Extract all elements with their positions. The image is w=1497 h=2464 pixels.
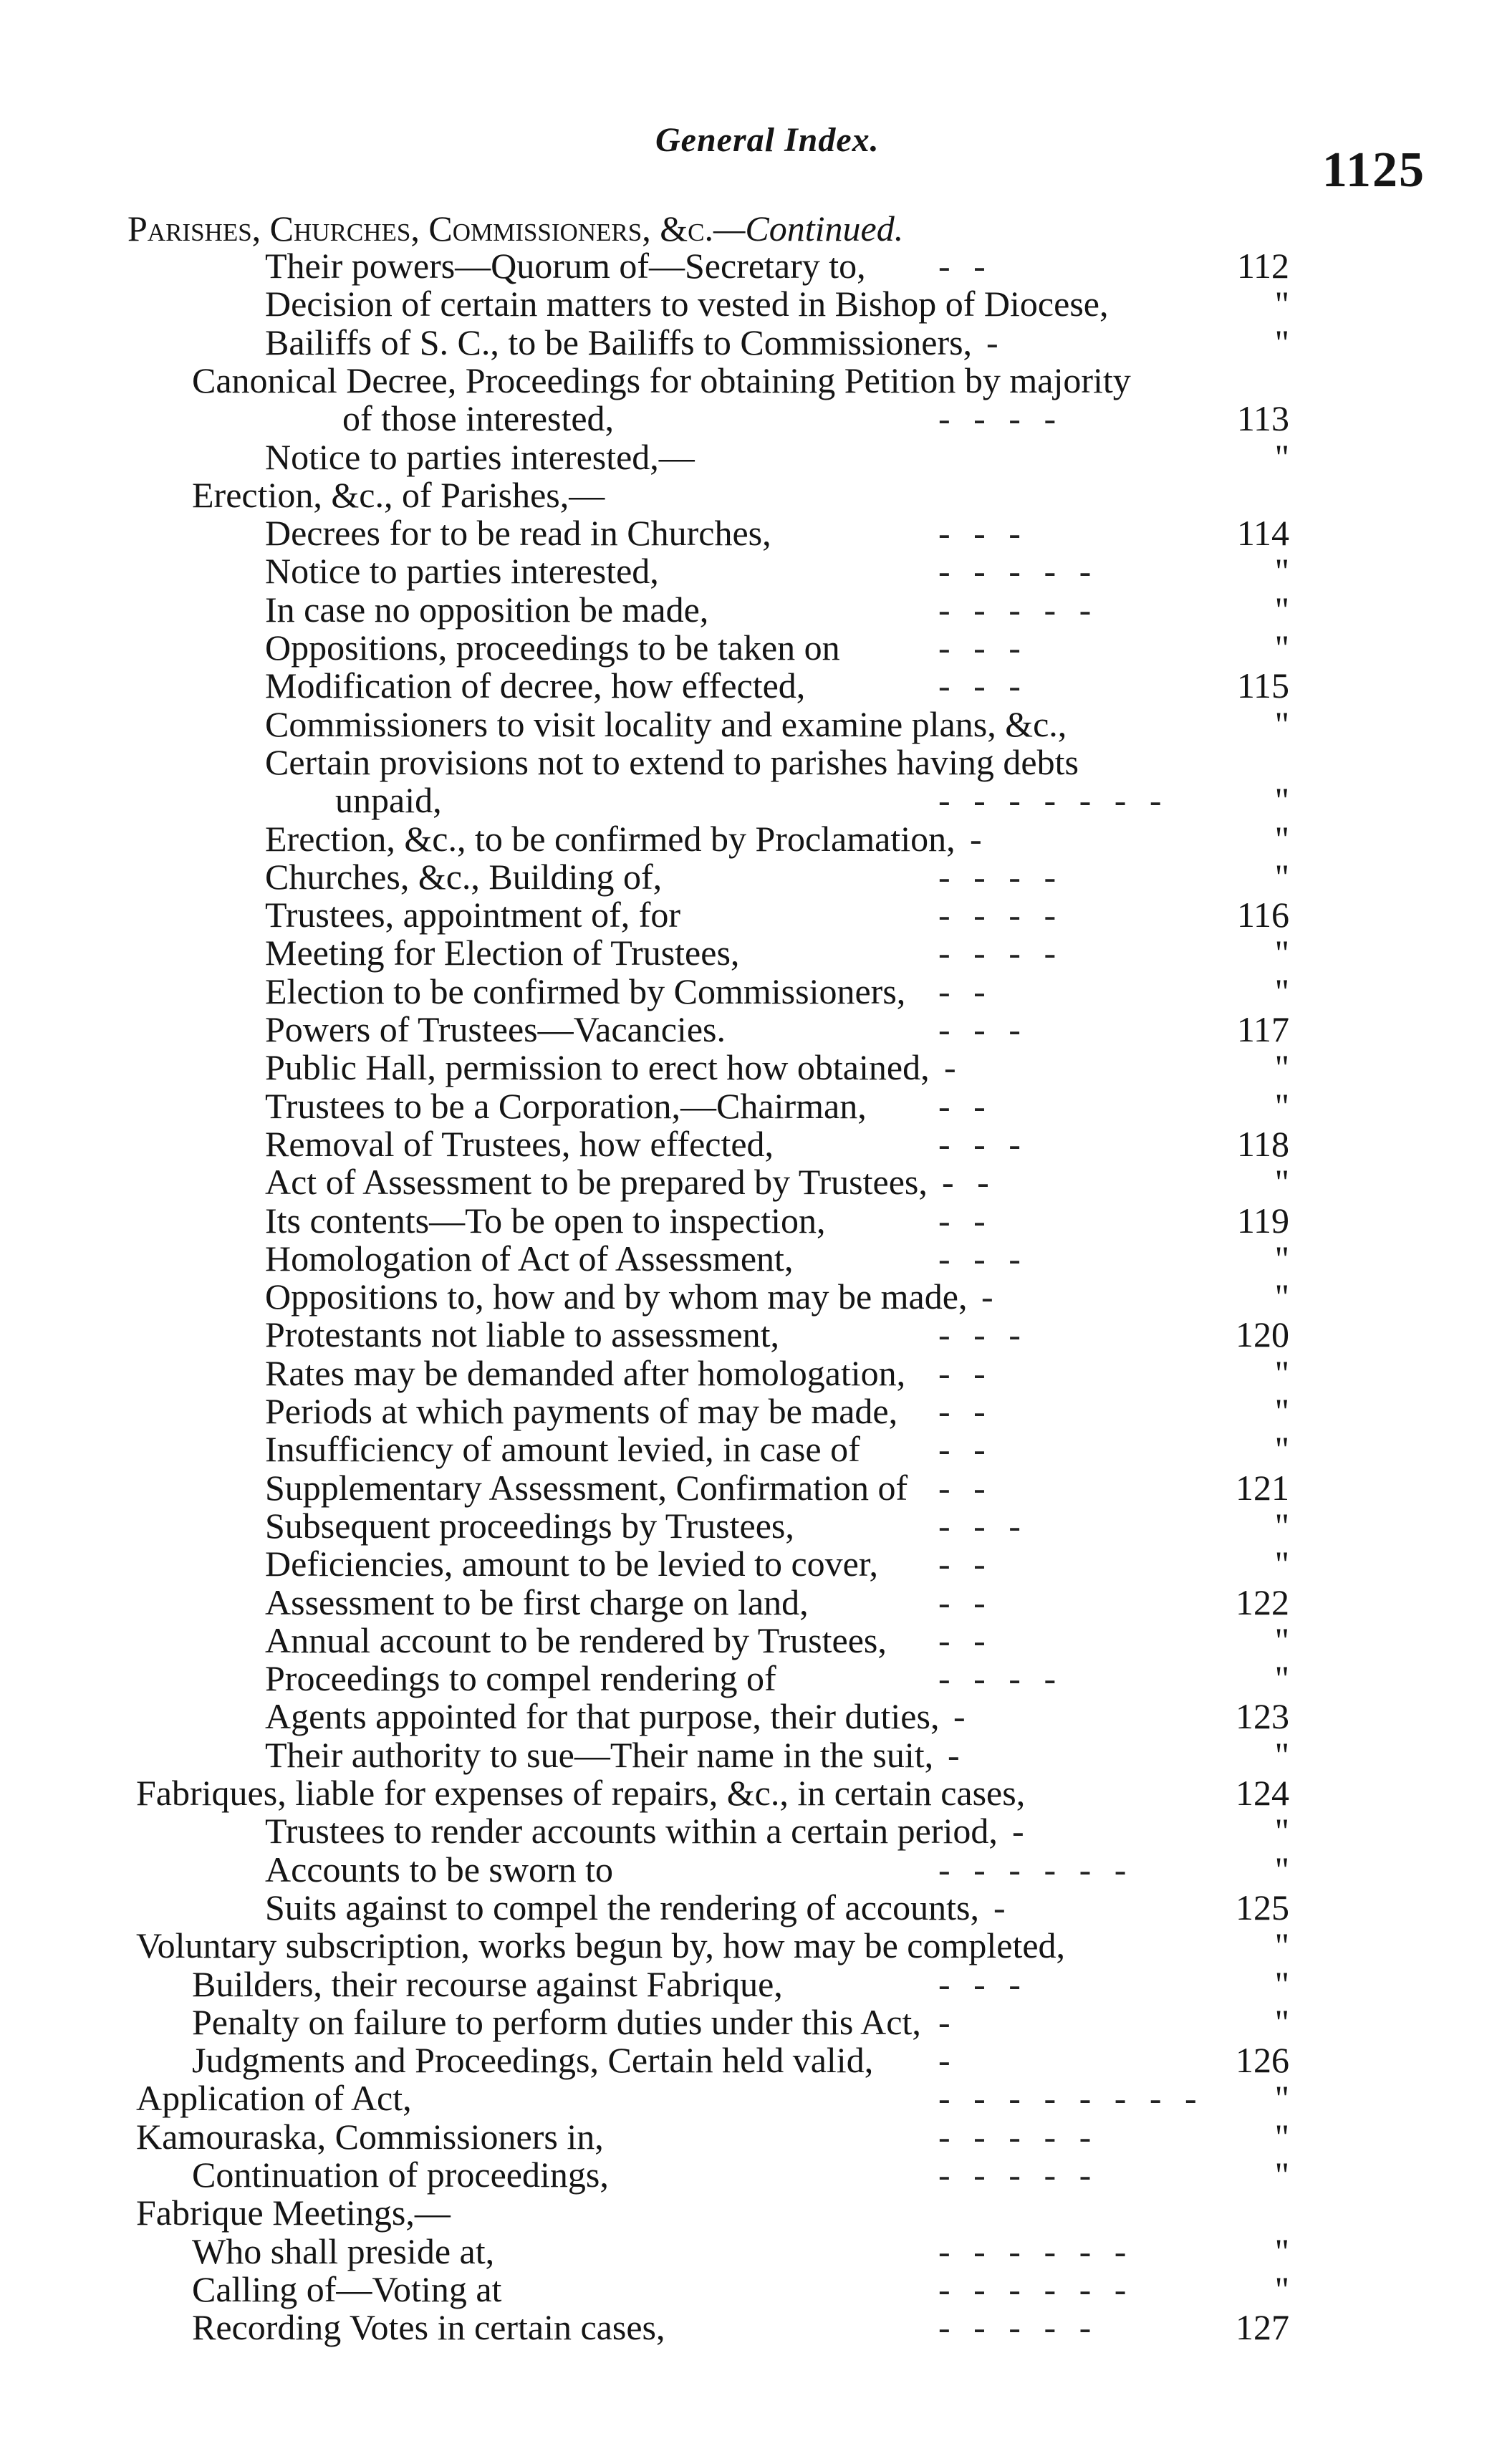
entry-page-reference: "	[1274, 1238, 1289, 1279]
index-entry	[0, 398, 1497, 438]
entry-page-reference: 124	[1236, 1773, 1289, 1813]
entry-leader-dashes: - - - -	[938, 933, 1064, 973]
entry-page-reference: "	[1274, 2269, 1289, 2309]
entry-leader-dashes: - - - -	[938, 895, 1064, 935]
entry-leader-dashes: - - -	[938, 1009, 1028, 1049]
entry-page-reference: "	[1274, 1429, 1289, 1469]
index-entry	[0, 513, 1497, 553]
entry-leader-dashes: - - -	[938, 1238, 1028, 1279]
entry-page-reference: 120	[1236, 1314, 1289, 1354]
entry-leader-dashes: -	[986, 322, 1006, 362]
index-entry	[0, 2078, 1497, 2118]
entry-page-reference: 113	[1236, 398, 1289, 438]
entry-page-reference: "	[1274, 1506, 1289, 1546]
index-entry	[0, 322, 1497, 362]
entry-text: Removal of Trustees, how effected,	[265, 1124, 774, 1164]
entry-text: Decrees for to be read in Churches,	[265, 513, 771, 553]
entry-text: Trustees to be a Corporation,—Chairman,	[265, 1086, 867, 1126]
index-entry	[0, 475, 1497, 515]
entry-leader-dashes: -	[953, 1696, 973, 1736]
entry-page-reference: 122	[1236, 1582, 1289, 1622]
index-entry	[0, 1200, 1497, 1241]
entry-text: Their authority to sue—Their name in the suit,	[265, 1735, 934, 1775]
entry-page-reference: 125	[1236, 1887, 1289, 1928]
index-entry	[0, 1887, 1497, 1928]
entry-page-reference: "	[1274, 780, 1289, 820]
index-entry	[0, 1047, 1497, 1087]
entry-page-reference: "	[1274, 1544, 1289, 1584]
entry-text: Protestants not liable to assessment,	[265, 1314, 779, 1354]
entry-page-reference: "	[1274, 2117, 1289, 2157]
index-entry	[0, 2269, 1497, 2309]
entry-leader-dashes: - - -	[938, 1124, 1028, 1164]
index-entry	[0, 1314, 1497, 1354]
index-entry	[0, 1391, 1497, 1431]
entry-page-reference: "	[1274, 284, 1289, 324]
entry-page-reference: 116	[1236, 895, 1289, 935]
entry-leader-dashes: - - -	[938, 1506, 1028, 1546]
entry-text: Annual account to be rendered by Trustees,	[265, 1620, 887, 1660]
entry-leader-dashes: -	[981, 1276, 1001, 1317]
entry-page-reference: "	[1274, 1849, 1289, 1890]
entry-text: Proceedings to compel rendering of	[265, 1658, 776, 1698]
entry-text: Homologation of Act of Assessment,	[265, 1238, 794, 1279]
entry-page-reference: "	[1274, 2231, 1289, 2271]
entry-page-reference: 115	[1236, 665, 1289, 706]
entry-leader-dashes: -	[1012, 1811, 1031, 1851]
entry-text: Kamouraska, Commissioners in,	[136, 2117, 604, 2157]
index-entry	[0, 437, 1497, 477]
entry-text: In case no opposition be made,	[265, 589, 709, 630]
entry-page-reference: 117	[1236, 1009, 1289, 1049]
entry-text: Continuation of proceedings,	[192, 2155, 609, 2195]
entry-leader-dashes: - - - -	[938, 1658, 1064, 1698]
index-entry	[0, 284, 1497, 324]
entry-leader-dashes: - -	[938, 1200, 993, 1241]
entry-leader-dashes: - -	[938, 1429, 993, 1469]
entry-page-reference: "	[1274, 933, 1289, 973]
entry-leader-dashes: - - - -	[938, 857, 1064, 897]
entry-leader-dashes: - -	[938, 1620, 993, 1660]
entry-leader-dashes: - - -	[938, 1314, 1028, 1354]
section-heading	[127, 208, 903, 249]
entry-text: Certain provisions not to extend to parishes having debts	[265, 742, 1079, 782]
entry-leader-dashes: - -	[942, 1162, 996, 1202]
entry-text: Calling of—Voting at	[192, 2269, 502, 2309]
index-entry	[0, 1506, 1497, 1546]
entry-text: Trustees to render accounts within a certain period,	[265, 1811, 998, 1851]
entry-text: Public Hall, permission to erect how obtained,	[265, 1047, 930, 1087]
index-entry	[0, 2231, 1497, 2271]
entry-page-reference: "	[1274, 1086, 1289, 1126]
entry-leader-dashes: -	[944, 1047, 963, 1087]
entry-text: Accounts to be sworn to	[265, 1849, 614, 1890]
entry-text: Act of Assessment to be prepared by Trustees,	[265, 1162, 928, 1202]
entry-text: Commissioners to visit locality and examine plans, &c.,	[265, 704, 1067, 744]
index-entry	[0, 933, 1497, 973]
index-entry	[0, 1086, 1497, 1126]
entry-text: Assessment to be first charge on land,	[265, 1582, 809, 1622]
entry-text: Churches, &c., Building of,	[265, 857, 663, 897]
index-entry	[0, 665, 1497, 706]
entry-leader-dashes: - - - - - - -	[938, 780, 1169, 820]
entry-text: Oppositions, proceedings to be taken on	[265, 627, 840, 668]
index-entry	[0, 742, 1497, 782]
index-entry	[0, 1811, 1497, 1851]
index-entry	[0, 1353, 1497, 1393]
entry-text: Meeting for Election of Trustees,	[265, 933, 740, 973]
entry-text: Subsequent proceedings by Trustees,	[265, 1506, 794, 1546]
entry-text: Trustees, appointment of, for	[265, 895, 681, 935]
entry-page-reference: "	[1274, 589, 1289, 630]
entry-page-reference: 126	[1236, 2040, 1289, 2080]
index-entry	[0, 857, 1497, 897]
index-entry	[0, 360, 1497, 400]
entry-text: Its contents—To be open to inspection,	[265, 1200, 826, 1241]
entry-leader-dashes: - - - - -	[938, 589, 1099, 630]
index-entry	[0, 780, 1497, 820]
index-entry	[0, 246, 1497, 286]
entry-text: Fabrique Meetings,—	[136, 2193, 451, 2233]
entry-page-reference: "	[1274, 819, 1289, 859]
index-entry	[0, 1658, 1497, 1698]
entry-page-reference: "	[1274, 2002, 1289, 2042]
entry-leader-dashes: - - - - -	[938, 2307, 1099, 2347]
section-continued-label: —Continued.	[713, 208, 904, 249]
entry-page-reference: 119	[1236, 1200, 1289, 1241]
entry-leader-dashes: - - - - -	[938, 2155, 1099, 2195]
entry-page-reference: 112	[1236, 246, 1289, 286]
entry-leader-dashes: - -	[938, 1582, 993, 1622]
entry-text: Decision of certain matters to vested in Bishop of Diocese,	[265, 284, 1109, 324]
entry-leader-dashes: - - -	[938, 665, 1028, 706]
entry-text: Notice to parties interested,	[265, 551, 659, 591]
entry-leader-dashes: -	[938, 2002, 958, 2042]
entry-text: Application of Act,	[136, 2078, 412, 2118]
index-entry	[0, 819, 1497, 859]
entry-text: Election to be confirmed by Commissioners,	[265, 971, 906, 1011]
index-entry	[0, 551, 1497, 591]
index-entry	[0, 1124, 1497, 1164]
index-entry	[0, 1162, 1497, 1202]
section-title: Parishes, Churches, Commissioners, &c.	[127, 208, 713, 249]
entry-leader-dashes: - - - - - -	[938, 2269, 1134, 2309]
entry-leader-dashes: - -	[938, 1086, 993, 1126]
entry-text: Fabriques, liable for expenses of repairs, &c., in certain cases,	[136, 1773, 1026, 1813]
entry-text: Rates may be demanded after homologation,	[265, 1353, 906, 1393]
entry-leader-dashes: - - - - -	[938, 2117, 1099, 2157]
entry-leader-dashes: -	[948, 1735, 967, 1775]
index-entry	[0, 1429, 1497, 1469]
running-head: General Index.	[655, 121, 880, 159]
index-entry	[0, 1620, 1497, 1660]
entry-page-reference: "	[1274, 1047, 1289, 1087]
index-entry	[0, 971, 1497, 1011]
entry-page-reference: "	[1274, 2078, 1289, 2118]
index-entry	[0, 1925, 1497, 1965]
index-entry	[0, 2040, 1497, 2080]
entry-text: Insufficiency of amount levied, in case of	[265, 1429, 860, 1469]
entry-leader-dashes: - - -	[938, 1964, 1028, 2004]
entry-text: Bailiffs of S. C., to be Bailiffs to Commissioners,	[265, 322, 973, 362]
index-entry	[0, 1238, 1497, 1279]
entry-text: Builders, their recourse against Fabrique,	[192, 1964, 783, 2004]
index-entry	[0, 1544, 1497, 1584]
entry-text: Modification of decree, how effected,	[265, 665, 806, 706]
entry-page-reference: "	[1274, 437, 1289, 477]
entry-leader-dashes: -	[993, 1887, 1013, 1928]
entry-page-reference: 121	[1236, 1468, 1289, 1508]
entry-text: Notice to parties interested,—	[265, 437, 695, 477]
index-entry	[0, 1468, 1497, 1508]
entry-text: Canonical Decree, Proceedings for obtaining Petition by majority	[192, 360, 1131, 400]
entry-page-reference: "	[1274, 1162, 1289, 1202]
index-entry	[0, 2117, 1497, 2157]
entry-leader-dashes: - -	[938, 1468, 993, 1508]
entry-page-reference: 114	[1236, 513, 1289, 553]
entry-page-reference: 127	[1236, 2307, 1289, 2347]
entry-leader-dashes: - - -	[938, 627, 1028, 668]
entry-page-reference: "	[1274, 1811, 1289, 1851]
entry-page-reference: "	[1274, 1276, 1289, 1317]
entry-leader-dashes: - -	[938, 971, 993, 1011]
index-entry	[0, 1276, 1497, 1317]
entry-text: Voluntary subscription, works begun by, how may be completed,	[136, 1925, 1066, 1965]
entry-leader-dashes: -	[938, 2040, 958, 2080]
entry-page-reference: "	[1274, 322, 1289, 362]
entry-text: Suits against to compel the rendering of accounts,	[265, 1887, 979, 1928]
entry-page-reference: "	[1274, 1353, 1289, 1393]
index-entry	[0, 2155, 1497, 2195]
entry-page-reference: 118	[1236, 1124, 1289, 1164]
entry-page-reference: 123	[1236, 1696, 1289, 1736]
entry-text: Oppositions to, how and by whom may be made,	[265, 1276, 968, 1317]
index-entry	[0, 1009, 1497, 1049]
entry-page-reference: "	[1274, 627, 1289, 668]
entry-leader-dashes: - - - - - -	[938, 2231, 1134, 2271]
index-entry	[0, 704, 1497, 744]
entry-text: Judgments and Proceedings, Certain held valid,	[192, 2040, 874, 2080]
entry-page-reference: "	[1274, 1735, 1289, 1775]
entry-leader-dashes: - - - -	[938, 398, 1064, 438]
entry-leader-dashes: - -	[938, 1544, 993, 1584]
entry-text: Powers of Trustees—Vacancies.	[265, 1009, 726, 1049]
index-entry	[0, 1773, 1497, 1813]
entry-leader-dashes: - - - - - - - -	[938, 2078, 1204, 2118]
entry-leader-dashes: - -	[938, 1353, 993, 1393]
entry-leader-dashes: -	[970, 819, 989, 859]
index-entry	[0, 895, 1497, 935]
entry-text: of those interested,	[342, 398, 615, 438]
entry-page-reference: "	[1274, 1925, 1289, 1965]
entry-text: Agents appointed for that purpose, their duties,	[265, 1696, 940, 1736]
entry-leader-dashes: - -	[938, 246, 993, 286]
entry-page-reference: "	[1274, 1964, 1289, 2004]
entry-leader-dashes: - - - - -	[938, 551, 1099, 591]
entry-text: Recording Votes in certain cases,	[192, 2307, 665, 2347]
index-entry	[0, 627, 1497, 668]
index-entry	[0, 2307, 1497, 2347]
entry-text: Erection, &c., to be confirmed by Proclamation,	[265, 819, 956, 859]
entry-page-reference: "	[1274, 971, 1289, 1011]
index-entry	[0, 2002, 1497, 2042]
entry-text: Periods at which payments of may be made,	[265, 1391, 898, 1431]
index-entry	[0, 1696, 1497, 1736]
entry-text: Who shall preside at,	[192, 2231, 495, 2271]
index-entry	[0, 1735, 1497, 1775]
entry-text: Penalty on failure to perform duties under this Act,	[192, 2002, 921, 2042]
entry-page-reference: "	[1274, 1658, 1289, 1698]
index-entry	[0, 1582, 1497, 1622]
index-entry	[0, 2193, 1497, 2233]
entry-text: Their powers—Quorum of—Secretary to,	[265, 246, 866, 286]
entry-leader-dashes: - -	[938, 1391, 993, 1431]
entry-page-reference: "	[1274, 2155, 1289, 2195]
entry-text: Deficiencies, amount to be levied to cover,	[265, 1544, 879, 1584]
index-entry	[0, 1964, 1497, 2004]
entry-page-reference: "	[1274, 704, 1289, 744]
index-entry	[0, 589, 1497, 630]
entry-text: Erection, &c., of Parishes,—	[192, 475, 605, 515]
entry-leader-dashes: - - -	[938, 513, 1028, 553]
entry-leader-dashes: - - - - - -	[938, 1849, 1134, 1890]
entry-page-reference: "	[1274, 551, 1289, 591]
entry-page-reference: "	[1274, 1620, 1289, 1660]
entry-text: Supplementary Assessment, Confirmation of	[265, 1468, 908, 1508]
index-entry	[0, 1849, 1497, 1890]
page-number: 1125	[1322, 143, 1425, 198]
entry-text: unpaid,	[335, 780, 442, 820]
entry-page-reference: "	[1274, 1391, 1289, 1431]
entry-page-reference: "	[1274, 857, 1289, 897]
